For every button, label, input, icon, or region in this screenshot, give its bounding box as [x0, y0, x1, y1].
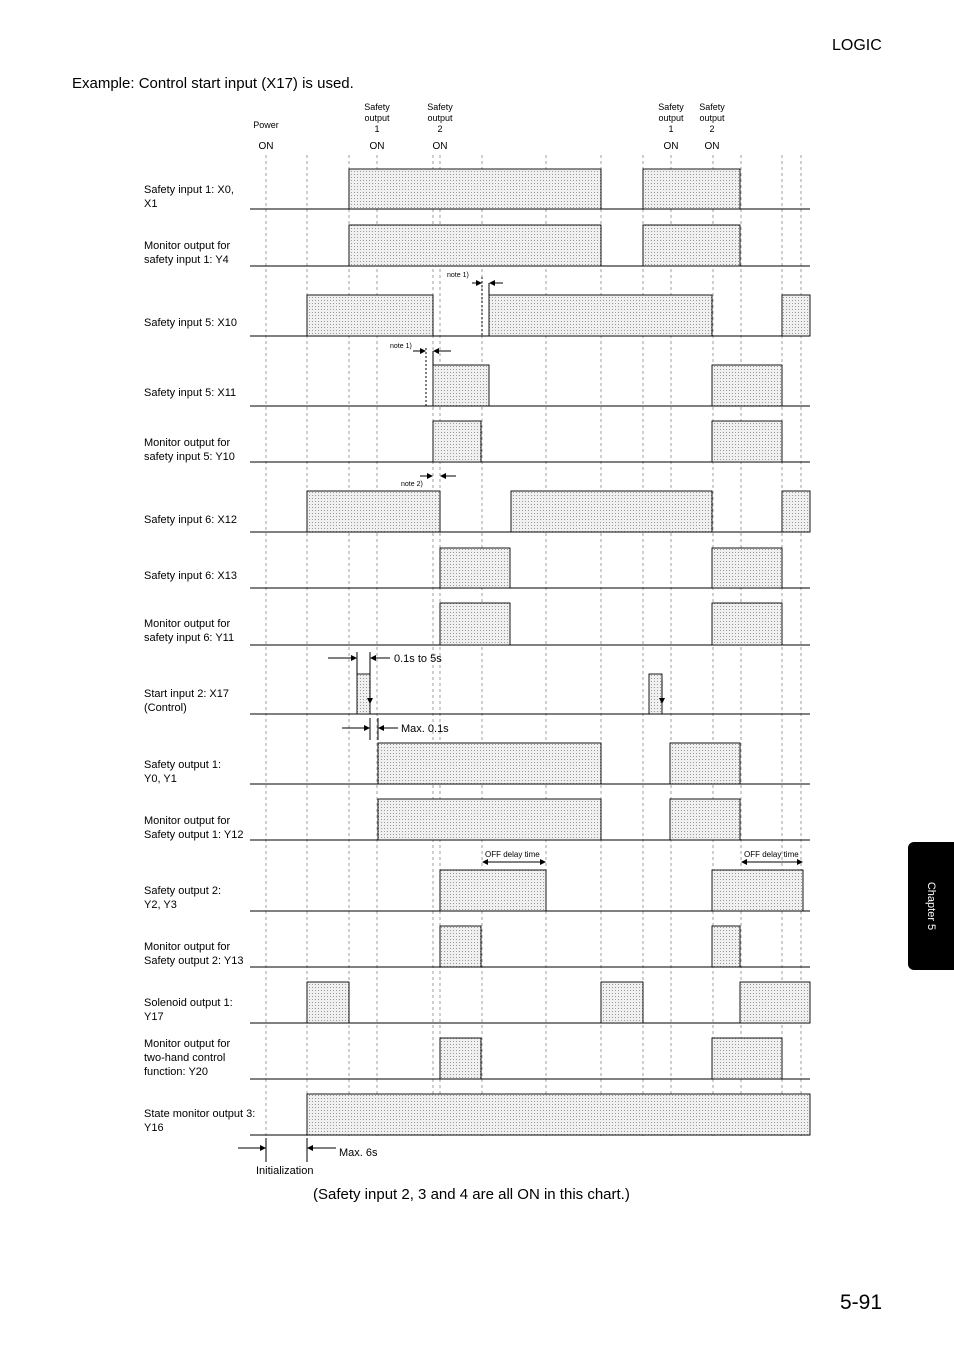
pulse-8-1: [649, 674, 662, 714]
header-so2-b-2: 2: [709, 124, 715, 134]
pulse-1-1: [643, 225, 740, 266]
signal-label-11-0: Safety output 2:: [144, 885, 222, 897]
signal-label-0-1: X1: [144, 198, 158, 210]
pulse-7-1: [712, 603, 782, 645]
start-pulse-label: 0.1s to 5s: [394, 653, 442, 665]
header-so1-b-0: Safety: [658, 102, 684, 112]
pulse-6-0: [440, 548, 510, 588]
signal-label-11-1: Y2, Y3: [144, 899, 177, 911]
note1-upper-left-head: [476, 280, 482, 286]
pulse-7-0: [440, 603, 510, 645]
pulse-9-1: [670, 743, 740, 784]
header-so2-a-2: 2: [437, 124, 443, 134]
note1-upper-right-head: [489, 280, 495, 286]
max01-left-head: [364, 725, 370, 731]
pulse-5-1: [511, 491, 712, 532]
pulse-2-2: [782, 295, 810, 336]
pulse-11-0: [440, 870, 546, 911]
pulse-5-0: [307, 491, 440, 532]
signal-label-15-1: Y16: [144, 1122, 164, 1134]
pulse-3-1: [712, 365, 782, 406]
header-so2-b-1: output: [699, 113, 725, 123]
signal-label-12-1: Safety output 2: Y13: [144, 955, 244, 967]
header-so2-b-state: ON: [704, 141, 720, 152]
signal-labels: [144, 184, 255, 1134]
header-so1-a-state: ON: [369, 141, 385, 152]
header-so2-a-0: Safety: [427, 102, 453, 112]
start-pulse-right-head: [370, 655, 376, 661]
pulse-14-0: [440, 1038, 481, 1079]
pulse-9-0: [378, 743, 601, 784]
header-so1-b-2: 1: [668, 124, 674, 134]
off-delay-label-b: OFF delay time: [744, 850, 799, 859]
init-right-head: [307, 1145, 313, 1151]
pulse-12-0: [440, 926, 481, 967]
header-so2-a-1: output: [427, 113, 453, 123]
signal-label-14-1: two-hand control: [144, 1052, 226, 1064]
note1-lower-label: note 1): [390, 343, 412, 350]
pulse-6-1: [712, 548, 782, 588]
header-so1-a-0: Safety: [364, 102, 390, 112]
signal-label-9-1: Y0, Y1: [144, 773, 177, 785]
signal-label-14-0: Monitor output for: [144, 1038, 231, 1050]
note2-left-head: [427, 473, 433, 479]
pulse-13-2: [740, 982, 810, 1023]
signal-label-13-1: Y17: [144, 1011, 164, 1023]
pulse-15-0: [307, 1094, 810, 1135]
signal-label-7-1: safety input 6: Y11: [144, 632, 235, 644]
pulse-12-1: [712, 926, 740, 967]
header-power-state: ON: [258, 141, 274, 152]
pulse-8-0: [357, 674, 370, 714]
signal-label-14-2: function: Y20: [144, 1066, 209, 1078]
off-delay-label-a: OFF delay time: [485, 850, 540, 859]
signal-waveforms: [307, 169, 810, 1135]
signal-label-10-0: Monitor output for: [144, 815, 231, 827]
pulse-2-1: [489, 295, 712, 336]
signal-label-4-1: safety input 5: Y10: [144, 451, 235, 463]
chapter-tab[interactable]: [908, 842, 954, 970]
section-title: LOGIC: [832, 37, 882, 54]
signal-label-1-1: safety input 1: Y4: [144, 254, 229, 266]
signal-label-15-0: State monitor output 3:: [144, 1108, 256, 1120]
signal-label-1-0: Monitor output for: [144, 240, 231, 252]
header-so1-b-state: ON: [663, 141, 679, 152]
signal-label-6-0: Safety input 6: X13: [144, 570, 237, 582]
header-so1-a-1: output: [364, 113, 390, 123]
timeline-headers: [253, 102, 725, 152]
pulse-13-1: [601, 982, 643, 1023]
init-max-label: Max. 6s: [339, 1147, 378, 1159]
note1-upper-label: note 1): [447, 272, 469, 279]
header-so2-a-state: ON: [432, 141, 448, 152]
pulse-4-0: [433, 421, 481, 462]
max01-right-head: [378, 725, 384, 731]
note2-right-head: [440, 473, 446, 479]
pulse-14-1: [712, 1038, 782, 1079]
signal-label-5-0: Safety input 6: X12: [144, 514, 237, 526]
pulse-4-1: [712, 421, 782, 462]
off-delay-b-head-l: [741, 859, 747, 865]
signal-label-3-0: Safety input 5: X11: [144, 387, 237, 399]
header-so2-b-0: Safety: [699, 102, 725, 112]
page-number: 5-91: [840, 1291, 883, 1314]
off-delay-a-head-r: [540, 859, 546, 865]
pulse-11-1: [712, 870, 803, 911]
signal-label-9-0: Safety output 1:: [144, 759, 222, 771]
pulse-1-0: [349, 225, 601, 266]
note1-lower-right-head: [433, 348, 439, 354]
chart-caption: (Safety input 2, 3 and 4 are all ON in this chart.): [313, 1186, 630, 1203]
pulse-2-0: [307, 295, 433, 336]
pulse-13-0: [307, 982, 349, 1023]
start-pulse-left-head: [351, 655, 357, 661]
signal-label-4-0: Monitor output for: [144, 437, 231, 449]
header-so1-b-1: output: [658, 113, 684, 123]
off-delay-b-head-r: [797, 859, 803, 865]
header-so1-a-2: 1: [374, 124, 380, 134]
chapter-tab-label: Chapter 5: [925, 881, 937, 931]
off-delay-a-head-l: [482, 859, 488, 865]
max01-label: Max. 0.1s: [401, 723, 449, 735]
pulse-0-0: [349, 169, 601, 209]
note2-label: note 2): [401, 481, 423, 488]
signal-label-0-0: Safety input 1: X0,: [144, 184, 234, 196]
init-left-head: [260, 1145, 266, 1151]
pulse-5-2: [782, 491, 810, 532]
pulse-10-1: [670, 799, 740, 840]
pulse-3-0: [433, 365, 489, 406]
header-power-0: Power: [253, 120, 279, 130]
signal-label-13-0: Solenoid output 1:: [144, 997, 233, 1009]
pulse-10-0: [378, 799, 601, 840]
signal-label-12-0: Monitor output for: [144, 941, 231, 953]
note1-lower-left-head: [420, 348, 426, 354]
pulse-0-1: [643, 169, 740, 209]
signal-label-8-0: Start input 2: X17: [144, 688, 229, 700]
signal-label-7-0: Monitor output for: [144, 618, 231, 630]
signal-label-10-1: Safety output 1: Y12: [144, 829, 244, 841]
example-title: Example: Control start input (X17) is used.: [72, 75, 354, 92]
signal-label-2-0: Safety input 5: X10: [144, 317, 237, 329]
signal-label-8-1: (Control): [144, 702, 187, 714]
initialization-label: Initialization: [256, 1165, 314, 1177]
